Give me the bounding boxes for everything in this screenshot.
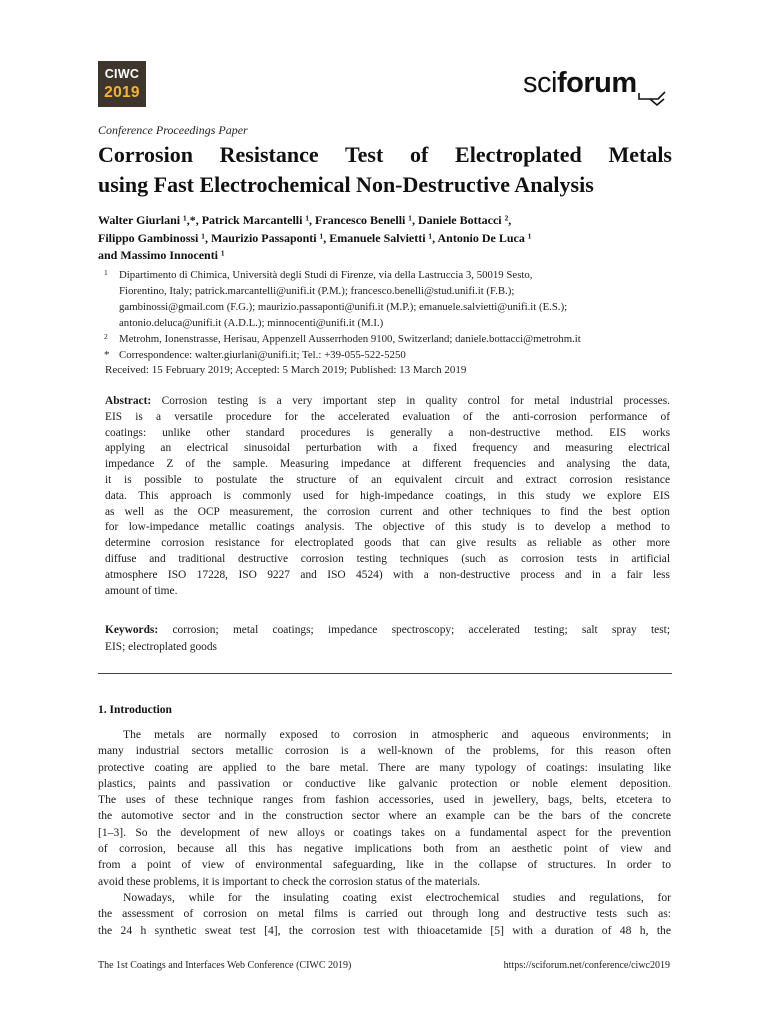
author-line: Walter Giurlani ¹,*, Patrick Marcantelli ¹, Francesco Benelli ¹, Daniele Bottacci ², xyxy=(98,213,512,227)
affiliations xyxy=(104,267,672,363)
abstract-line: it is possible to postulate the structure of an equivalent circuit and extract corrosion resistance xyxy=(105,473,670,486)
abstract xyxy=(105,394,670,599)
abstract-text: Corrosion testing is a very important step in quality control for metal industrial processes. xyxy=(151,395,670,407)
paper-title xyxy=(98,140,672,200)
abstract-line: for low-impedance metallic coatings analysis. The objective of this study is to develop a method to xyxy=(105,521,670,534)
abstract-line: as well as the OCP measurement, the corrosion current and other techniques to find the best option xyxy=(105,505,670,518)
body-line: protective coating are applied to the bare metal. There are many typology of coatings: insulating like xyxy=(98,760,671,774)
title-line: Corrosion Resistance Test of Electroplated Metals xyxy=(98,142,672,167)
affiliation-line: Fiorentino, Italy; patrick.marcantelli@unifi.it (P.M.); francesco.benelli@stud.unifi.it (F.B.); xyxy=(119,285,515,297)
title-line: using Fast Electrochemical Non-Destructive Analysis xyxy=(98,172,594,197)
body-line: many industrial sectors metallic corrosion is a well-known of the problems, for this reason often xyxy=(98,744,671,758)
body-line: the automotive sector and in the construction sector where an example can be the bars of the concrete xyxy=(98,809,671,823)
body-line: the 24 h synthetic sweat test [4], the corrosion test with thioacetamide [5] with a duration of 48 h, the xyxy=(98,923,671,937)
author-line: and Massimo Innocenti ¹ xyxy=(98,248,225,262)
ciwc-logo xyxy=(98,61,146,107)
affiliation-line: Metrohm, Ionenstrasse, Herisau, Appenzell Ausserrhoden 9100, Switzerland; daniele.bottacci@metrohm.it xyxy=(119,333,581,345)
footer-conference: The 1st Coatings and Interfaces Web Conference (CIWC 2019) xyxy=(98,960,352,971)
keywords-label: Keywords: xyxy=(105,624,159,636)
author-line: Filippo Gambinossi ¹, Maurizio Passaponti ¹, Emanuele Salvietti ¹, Antonio De Luca ¹ xyxy=(98,230,532,245)
affiliation-line: gambinossi@gmail.com (F.G.); maurizio.passaponti@unifi.it (M.P.); emanuele.salvietti@unifi.it (E.S.); xyxy=(119,301,568,313)
logo-line1: CIWC xyxy=(104,67,140,81)
abstract-line: data. This approach is commonly used for high-impedance coatings, in this study we explore EIS xyxy=(105,489,670,502)
correspondence-mark: * xyxy=(104,349,110,361)
body-line: the assessment of corrosion on metal films is carried out through long and destructive tests such as: xyxy=(98,907,671,921)
abstract-line: amount of time. xyxy=(105,584,178,597)
affiliation-line: Dipartimento di Chimica, Università degli Studi di Firenze, via della Lastruccia 3, 50019 Sesto, xyxy=(119,269,533,281)
publication-dates: Received: 15 February 2019; Accepted: 5 March 2019; Published: 13 March 2019 xyxy=(105,364,467,376)
body-line: [1–3]. So the development of new alloys or coatings takes on a fundamental aspect for the prevention xyxy=(98,825,671,839)
brand-forum: forum xyxy=(556,67,637,99)
sciforum-logo xyxy=(523,67,669,109)
body-text xyxy=(98,727,671,939)
affiliation-2 xyxy=(104,331,672,347)
chevron-mark-icon xyxy=(637,87,667,107)
affiliation-line: antonio.deluca@unifi.it (A.D.L.); minnocenti@unifi.it (M.I.) xyxy=(119,317,384,329)
keywords xyxy=(105,622,670,656)
abstract-line: coatings: unlike other standard procedures is generally a non-destructive method. EIS works xyxy=(105,426,670,439)
abstract-line: EIS is a versatile procedure for the accelerated evaluation of the anti-corrosion performance of xyxy=(105,410,670,423)
logo-line2: 2019 xyxy=(104,84,140,101)
body-line: of corrosion, because all this has negative implications both from an aesthetic point of view and xyxy=(98,842,671,856)
section-heading: 1. Introduction xyxy=(98,704,172,716)
affiliation-mark: 2 xyxy=(104,332,108,341)
abstract-label: Abstract: xyxy=(105,395,152,407)
divider xyxy=(98,673,672,674)
abstract-line: impedance Z of the sample. Measuring impedance at different frequencies and analysing the data, xyxy=(105,458,670,471)
body-line: Nowadays, while for the insulating coating exist electrochemical studies and regulations, for xyxy=(123,890,671,904)
brand-sci: sci xyxy=(523,67,557,99)
paper-type: Conference Proceedings Paper xyxy=(98,123,248,137)
affiliation-1 xyxy=(104,267,672,331)
keywords-line: EIS; electroplated goods xyxy=(105,641,217,653)
body-line: The uses of these technique ranges from fashion accessories, used in jewellery, bags, belts, etcetera to xyxy=(98,793,671,807)
footer-url: https://sciforum.net/conference/ciwc2019 xyxy=(503,960,670,971)
body-line: from a point of view of environmental safeguarding, like in the collapse of structures. In order to xyxy=(98,858,671,872)
body-line: The metals are normally exposed to corrosion in atmospheric and aqueous environments; in xyxy=(123,728,671,741)
abstract-line xyxy=(105,394,670,410)
keywords-text: corrosion; metal coatings; impedance spectroscopy; accelerated testing; salt spray test; xyxy=(158,624,670,636)
body-line: avoid these problems, it is important to check the corrosion status of the materials. xyxy=(98,874,481,888)
abstract-line: determine corrosion resistance for electroplated goods that can give results as reliable as other more xyxy=(105,537,670,550)
author-list xyxy=(98,212,672,265)
correspondence xyxy=(104,347,672,363)
affiliation-mark: 1 xyxy=(104,268,108,277)
keywords-line xyxy=(105,622,670,639)
abstract-line: atmosphere ISO 17228, ISO 9227 and ISO 4524) with a non-destructive process and in a fair less xyxy=(105,568,670,581)
body-line: plastics, paints and passivation or conductive like galvanic protection or noble element deposition. xyxy=(98,776,671,790)
abstract-line: applying an electrical sinusoidal perturbation with a fixed frequency and measuring electrical xyxy=(105,442,670,455)
abstract-line: diffuse and traditional destructive corrosion testing techniques (such as corrosion tests in artificial xyxy=(105,552,670,565)
correspondence-line: Correspondence: walter.giurlani@unifi.it; Tel.: +39-055-522-5250 xyxy=(119,349,406,361)
